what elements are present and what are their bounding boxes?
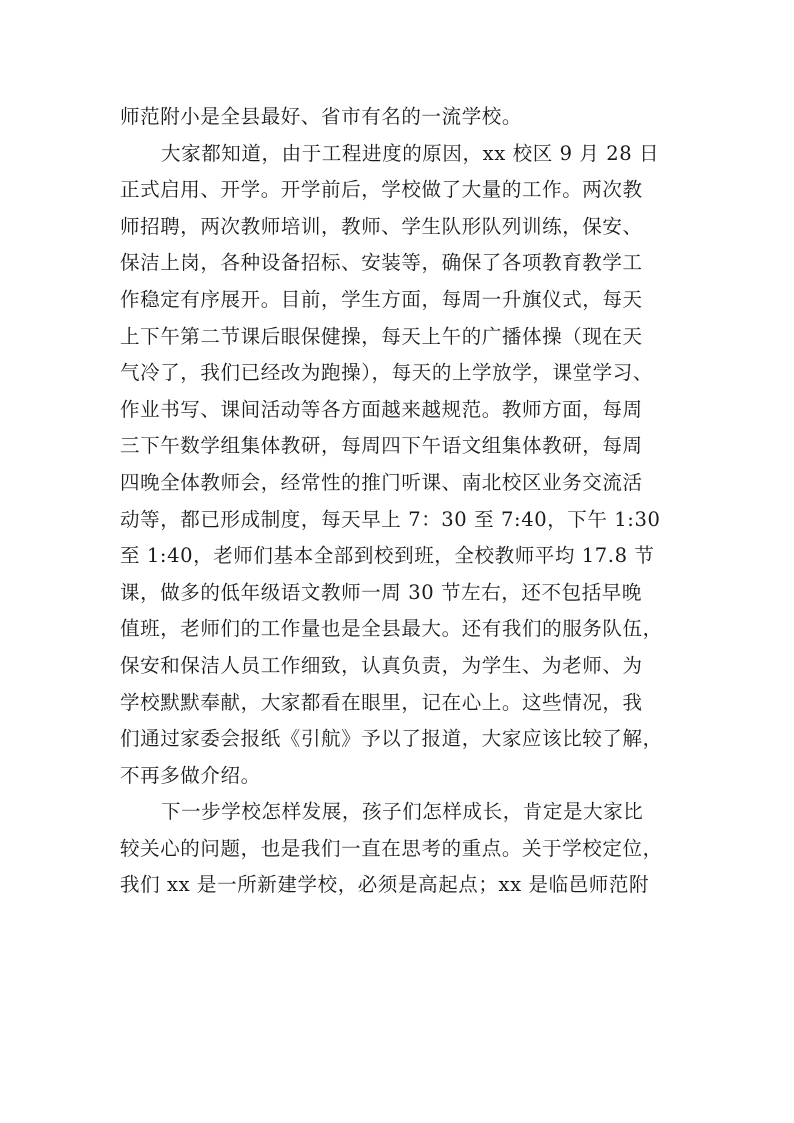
text-line: 动等，都已形成制度，每天早上 7：30 至 7:40，下午 1:30 <box>120 507 661 531</box>
text-line: 课，做多的低年级语文教师一周 30 节左右，还不包括早晚 <box>120 580 643 604</box>
text-line: 至 1:40，老师们基本全部到校到班，全校教师平均 17.8 节 <box>120 544 655 568</box>
text-line: 师范附小是全县最好、省市有名的一流学校。 <box>120 105 523 128</box>
text-line: 气冷了，我们已经改为跑操），每天的上学放学，课堂学习、 <box>120 361 653 385</box>
text-line: 们通过家委会报纸《引航》予以了报道，大家应该比较了解， <box>120 727 663 751</box>
text-line: 保洁上岗，各种设备招标、安装等，确保了各项教育教学工 <box>120 251 643 275</box>
text-line: 较关心的问题，也是我们一直在思考的重点。关于学校定位， <box>120 836 663 860</box>
text-line: 四晚全体教师会，经常性的推门听课、南北校区业务交流活 <box>120 470 643 494</box>
body-text <box>120 99 680 904</box>
text-line: 下一步学校怎样发展，孩子们怎样成长，肯定是大家比 <box>161 800 644 824</box>
text-line: 学校默默奉献，大家都看在眼里，记在心上。这些情况，我 <box>120 690 643 714</box>
text-line: 我们 xx 是一所新建学校，必须是高起点；xx 是临邑师范附 <box>120 873 650 897</box>
text-line: 不再多做介绍。 <box>120 763 261 787</box>
text-line: 三下午数学组集体教研，每周四下午语文组集体教研，每周 <box>120 434 643 458</box>
text-line: 大家都知道，由于工程进度的原因，xx 校区 9 月 28 日 <box>161 141 660 165</box>
text-line: 作稳定有序展开。目前，学生方面，每周一升旗仪式，每天 <box>120 287 643 311</box>
text-line: 正式启用、开学。开学前后，学校做了大量的工作。两次教 <box>120 178 643 202</box>
text-line: 作业书写、课间活动等各方面越来越规范。教师方面，每周 <box>120 397 643 421</box>
text-line: 师招聘，两次教师培训，教师、学生队形队列训练，保安、 <box>120 214 643 238</box>
text-line: 值班，老师们的工作量也是全县最大。还有我们的服务队伍， <box>120 617 663 641</box>
text-line: 保安和保洁人员工作细致，认真负责，为学生、为老师、为 <box>120 653 643 677</box>
text-line: 上下午第二节课后眼保健操，每天上午的广播体操（现在天 <box>120 324 643 348</box>
